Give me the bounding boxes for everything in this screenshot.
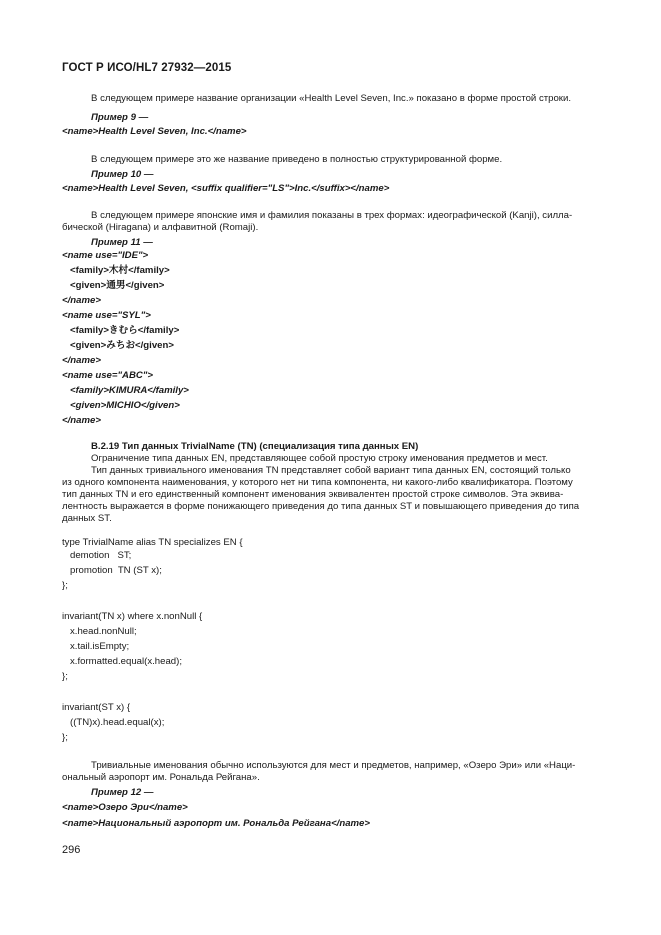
- code-line: ((TN)x).head.equal(x);: [70, 717, 165, 728]
- code-line: };: [62, 580, 68, 591]
- section-paragraph-line: тип данных TN и его единственный компонент именования эквивалентен простой строке символов. Эта эквива-: [62, 489, 564, 500]
- code-line: demotion ST;: [70, 550, 132, 561]
- code-line: promotion TN (ST x);: [70, 565, 162, 576]
- paragraph-example-9-intro: В следующем примере название организации «Health Level Seven, Inc.» показано в форме простой строки.: [91, 93, 572, 104]
- paragraph-example-10-intro: В следующем примере это же название приведено в полностью структурированной форме.: [91, 154, 503, 165]
- code-line: x.head.nonNull;: [70, 626, 137, 637]
- code-line: <given>みちお</given>: [70, 340, 174, 351]
- code-line: <name>Озеро Эри</name>: [62, 802, 188, 813]
- section-title: B.2.19 Тип данных TrivialName (TN) (специализация типа данных EN): [91, 441, 419, 452]
- example-9-label: Пример 9 —: [91, 112, 149, 123]
- code-line: <name use="IDE">: [62, 250, 149, 261]
- code-line: <family>KIMURA</family>: [70, 385, 189, 396]
- code-line: <family>きむら</family>: [70, 325, 180, 336]
- code-line: </name>: [62, 415, 101, 426]
- page-number: 296: [62, 844, 81, 856]
- paragraph-example-12-intro-line2: ональный аэропорт им. Рональда Рейгана».: [62, 772, 260, 783]
- code-line: };: [62, 671, 68, 682]
- code-line: x.tail.isEmpty;: [70, 641, 130, 652]
- code-line: </name>: [62, 295, 101, 306]
- code-line: <name>Национальный аэропорт им. Рональда Рейгана</name>: [62, 818, 370, 829]
- code-line: type TrivialName alias TN specializes EN {: [62, 537, 243, 548]
- code-line: x.formatted.equal(x.head);: [70, 656, 182, 667]
- code-line: <given>通男</given>: [70, 280, 165, 291]
- paragraph-example-11-intro-line1: В следующем примере японские имя и фамилия показаны в трех формах: идеографической (Kanji), силла-: [91, 210, 573, 221]
- paragraph-example-12-intro-line1: Тривиальные именования обычно используются для мест и предметов, например, «Озеро Эри» или «Наци-: [91, 760, 576, 771]
- section-paragraph-line: Тип данных тривиального именования TN представляет собой вариант типа данных EN, состоящий только: [91, 465, 571, 476]
- section-paragraph-line: из одного компонента наименования, у которого нет ни типа компонента, ни какого-либо квалификатора. Поэтому: [62, 477, 573, 488]
- example-9-code: <name>Health Level Seven, Inc.</name>: [62, 126, 247, 137]
- code-line: };: [62, 732, 68, 743]
- section-paragraph-line: данных ST.: [62, 513, 112, 524]
- code-line: <family>木村</family>: [70, 265, 170, 276]
- section-paragraph-1: Ограничение типа данных EN, представляющее собой простую строку именования предметов и мест.: [91, 453, 548, 464]
- code-line: invariant(TN x) where x.nonNull {: [62, 611, 203, 622]
- code-line: </name>: [62, 355, 101, 366]
- example-12-label: Пример 12 —: [91, 787, 154, 798]
- section-paragraph-line: лентность выражается в форме понижающего приведения до типа данных ST и повышающего приведения до типа: [62, 501, 580, 512]
- code-line: <name use="SYL">: [62, 310, 151, 321]
- example-10-code: <name>Health Level Seven, <suffix qualifier="LS">Inc.</suffix></name>: [62, 183, 390, 194]
- code-line: <name use="ABC">: [62, 370, 153, 381]
- page-header-title: ГОСТ Р ИСО/HL7 27932—2015: [62, 62, 232, 74]
- code-line: invariant(ST x) {: [62, 702, 131, 713]
- example-11-label: Пример 11 —: [91, 237, 153, 248]
- example-10-label: Пример 10 —: [91, 169, 154, 180]
- code-line: <given>MICHIO</given>: [70, 400, 180, 411]
- paragraph-example-11-intro-line2: бической (Hiragana) и алфавитной (Romaji).: [62, 222, 259, 233]
